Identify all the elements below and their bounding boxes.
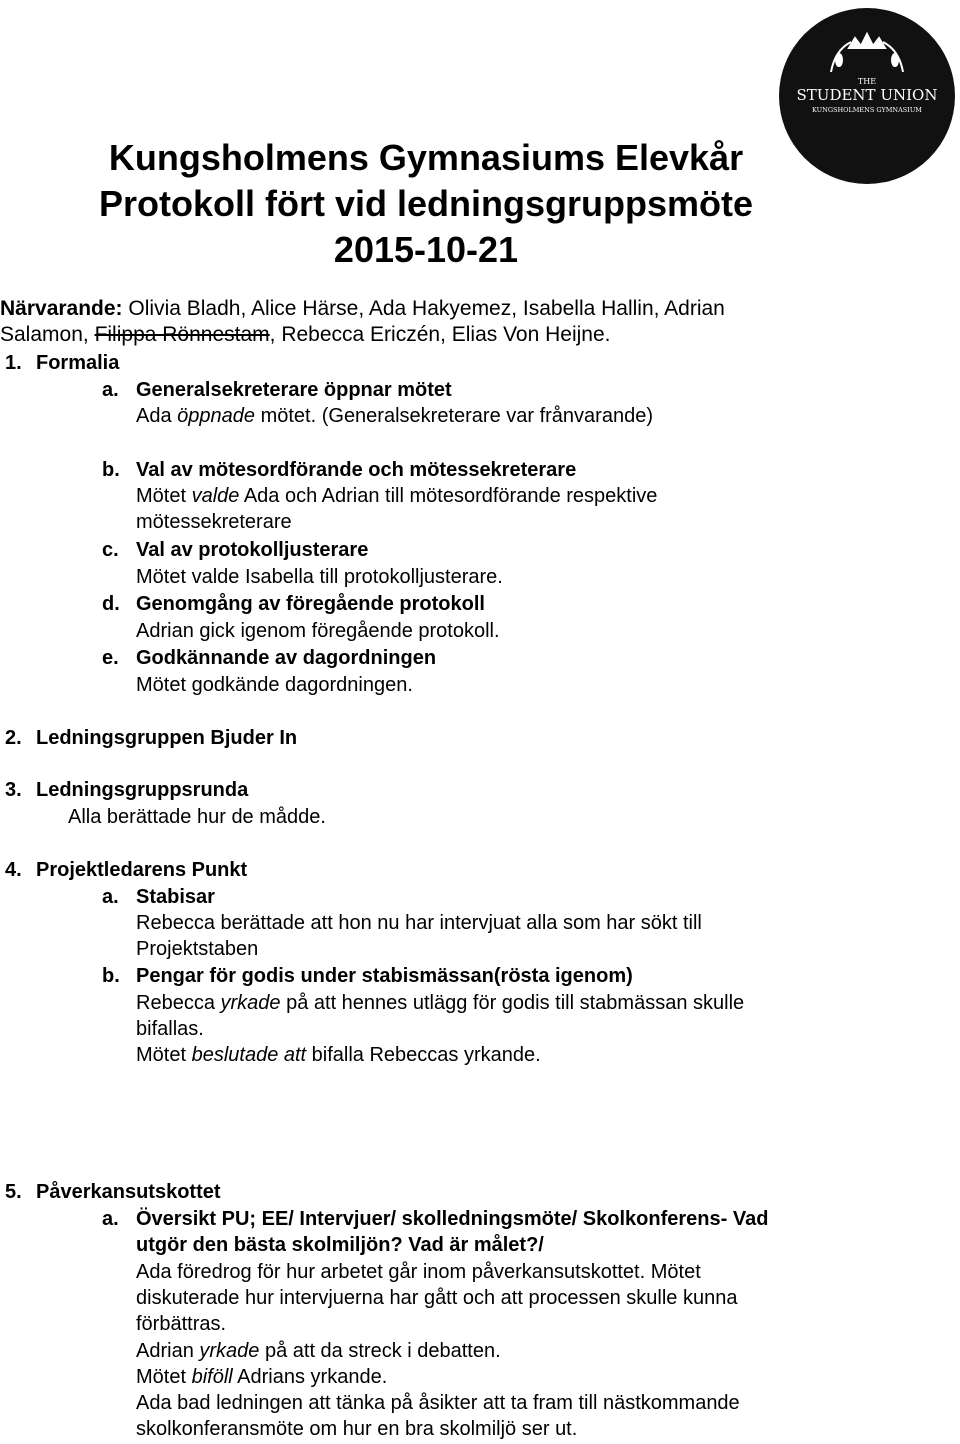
attendance-line-1: Närvarande: Olivia Bladh, Alice Härse, Ada Hakyemez, Isabella Hallin, Adrian <box>0 297 725 320</box>
item-4a-body-2: Projektstaben <box>136 938 259 960</box>
item-1d-body: Adrian gick igenom föregående protokoll. <box>136 620 500 642</box>
section-3-body: Alla berättade hur de mådde. <box>68 806 326 828</box>
item-4a-body-1: Rebecca berättade att hon nu har intervjuat alla som har sökt till <box>136 912 702 934</box>
item-5a-body-7: skolkonferansmöte om hur en bra skolmiljö ser ut. <box>136 1418 578 1440</box>
item-5a-body-5: Mötet biföll Adrians yrkande. <box>136 1366 388 1388</box>
section-3-number: 3. <box>5 779 22 801</box>
item-4a-title: Stabisar <box>136 886 215 908</box>
document-date: 2015-10-21 <box>333 229 519 270</box>
item-5a-body-6: Ada bad ledningen att tänka på åsikter att ta fram till nästkommande <box>136 1392 740 1414</box>
item-1a-title: Generalsekreterare öppnar mötet <box>136 379 452 401</box>
item-1d-title: Genomgång av föregående protokoll <box>136 593 485 615</box>
item-1d-letter: d. <box>102 593 120 615</box>
logo-line-1: THE <box>857 77 877 86</box>
section-2-number: 2. <box>5 727 22 749</box>
document-title: Kungsholmens Gymnasiums Elevkår <box>108 137 744 178</box>
attendance-label: Närvarande: <box>0 297 123 320</box>
item-1b-body-1: Mötet valde Ada och Adrian till mötesordförande respektive <box>136 485 658 507</box>
section-2-title: Ledningsgruppen Bjuder In <box>36 727 298 749</box>
item-5a-title-2: utgör den bästa skolmiljön? Vad är målet?/ <box>136 1234 544 1256</box>
item-1c-letter: c. <box>102 539 119 561</box>
item-5a-body-3: förbättras. <box>136 1313 227 1335</box>
item-1e-body: Mötet godkände dagordningen. <box>136 674 413 696</box>
section-1-title: Formalia <box>36 352 120 374</box>
section-5-title: Påverkansutskottet <box>36 1181 221 1203</box>
item-1e-title: Godkännande av dagordningen <box>136 647 437 669</box>
item-4b-title: Pengar för godis under stabismässan(rösta igenom) <box>136 965 633 987</box>
item-5a-body-1: Ada föredrog för hur arbetet går inom påverkansutskottet. Mötet <box>136 1261 701 1283</box>
item-1e-letter: e. <box>102 647 119 669</box>
section-3-title: Ledningsgruppsrunda <box>36 779 249 801</box>
item-1b-body-2: mötessekreterare <box>136 511 292 533</box>
logo-line-2: STUDENT UNION <box>796 86 938 104</box>
item-4b-body-1: Rebecca yrkade på att hennes utlägg för godis till stabmässan skulle <box>136 992 745 1014</box>
item-5a-body-2: diskuterade hur intervjuerna har gått och att processen skulle kunna <box>136 1287 738 1309</box>
item-5a-letter: a. <box>102 1208 119 1230</box>
section-4-title: Projektledarens Punkt <box>36 859 248 881</box>
item-5a-body-4: Adrian yrkade på att da streck i debatten. <box>136 1340 501 1362</box>
section-1-number: 1. <box>5 352 22 374</box>
item-1b-title: Val av mötesordförande och mötessekreterare <box>136 459 577 481</box>
section-5-number: 5. <box>5 1181 22 1203</box>
struck-name: Filippa Rönnestam <box>94 323 270 346</box>
item-1a-body: Ada öppnade mötet. (Generalsekreterare var frånvarande) <box>136 405 653 427</box>
logo-line-3: KUNGSHOLMENS GYMNASIUM <box>812 106 922 114</box>
section-4-number: 4. <box>5 859 22 881</box>
item-4b-body-2: bifallas. <box>136 1018 204 1040</box>
item-1c-title: Val av protokolljusterare <box>136 539 369 561</box>
attendance-line-2: Salamon, Filippa Rönnestam, Rebecca Ericzén, Elias Von Heijne. <box>0 323 611 346</box>
item-4a-letter: a. <box>102 886 119 908</box>
item-4b-body-3: Mötet beslutade att bifalla Rebeccas yrkande. <box>136 1044 541 1066</box>
item-4b-letter: b. <box>102 965 120 987</box>
item-5a-title-1: Översikt PU; EE/ Intervjuer/ skolledningsmöte/ Skolkonferens- Vad <box>136 1208 769 1230</box>
item-1b-letter: b. <box>102 459 120 481</box>
item-1a-letter: a. <box>102 379 119 401</box>
item-1c-body: Mötet valde Isabella till protokolljusterare. <box>136 566 503 588</box>
document-subtitle: Protokoll fört vid ledningsgruppsmöte <box>98 183 753 224</box>
